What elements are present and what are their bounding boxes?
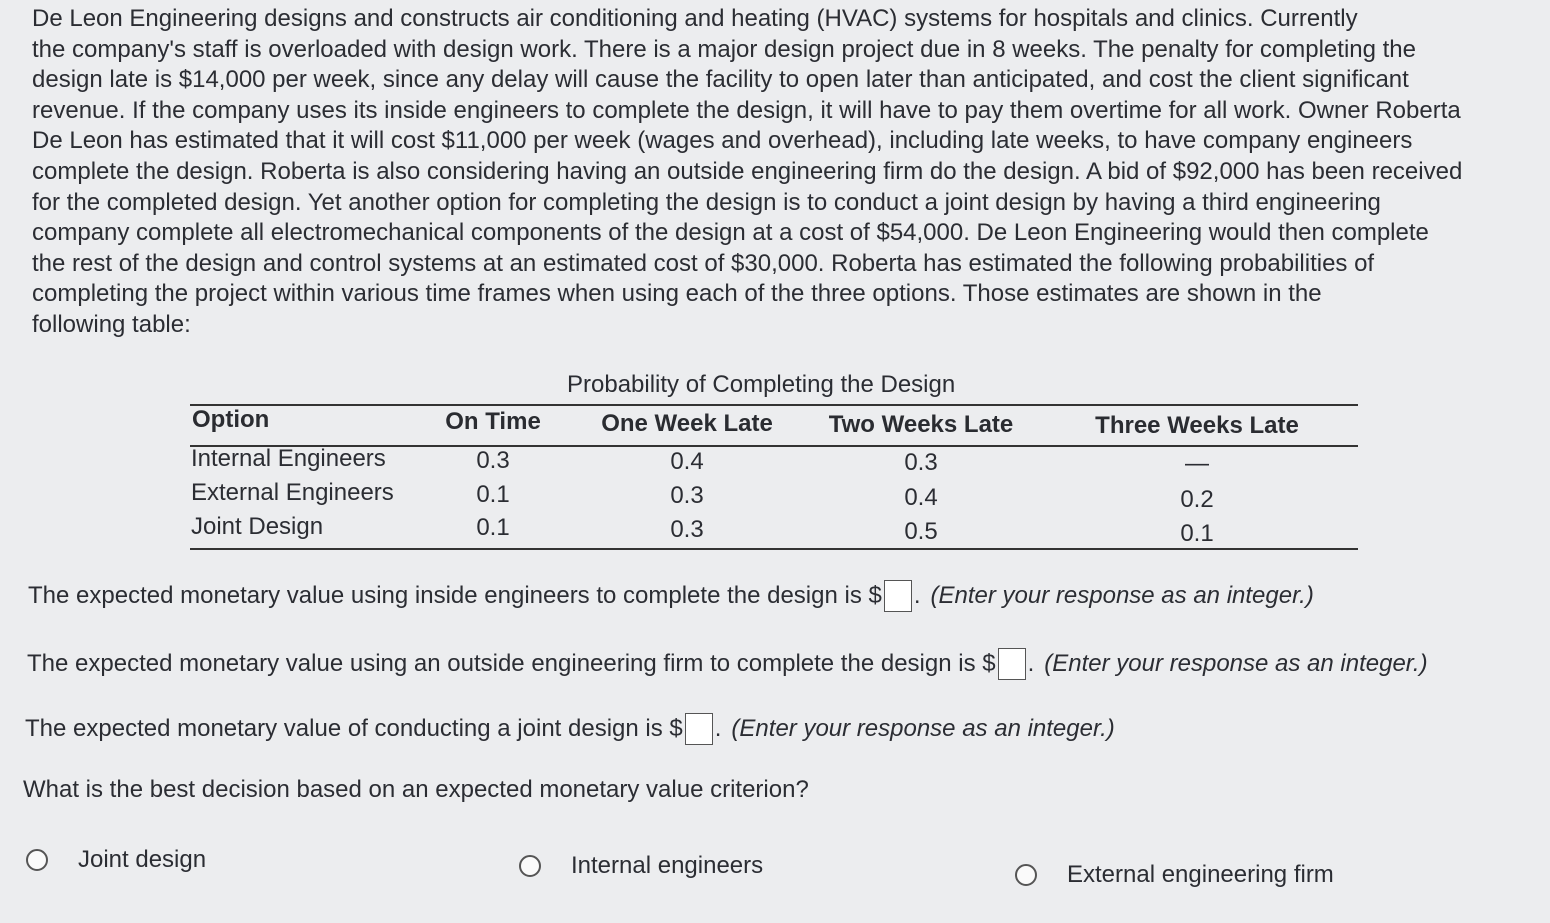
- header-three-weeks-late: Three Weeks Late: [1095, 412, 1299, 439]
- question-hint: (Enter your response as an integer.): [930, 582, 1314, 609]
- question-text: The expected monetary value using inside engineers to complete the design is $: [28, 582, 882, 609]
- row-one-week: 0.4: [670, 448, 704, 475]
- header-two-weeks-late: Two Weeks Late: [828, 411, 1014, 438]
- problem-line: design late is $14,000 per week, since any delay will cause the facility to open later than anticipated, and cost the client significant: [32, 66, 1409, 94]
- decision-question: What is the best decision based on an expected monetary value criterion?: [23, 776, 809, 803]
- problem-line: complete the design. Roberta is also considering having an outside engineering firm do the design. A bid of $92,000 has been received: [32, 157, 1463, 185]
- option-internal-engineers[interactable]: [519, 852, 763, 880]
- row-two-weeks: 0.4: [904, 484, 938, 511]
- table-bottom-rule: [190, 548, 1358, 550]
- option-joint-design[interactable]: [26, 846, 206, 874]
- row-on-time: 0.3: [476, 447, 510, 474]
- header-on-time: On Time: [445, 408, 541, 435]
- question-text: The expected monetary value of conducting a joint design is $: [25, 715, 683, 742]
- problem-line: following table:: [32, 310, 191, 338]
- question-inside-engineers: [28, 580, 1314, 612]
- option-label: External engineering firm: [1067, 861, 1334, 888]
- row-option: Internal Engineers: [191, 445, 386, 472]
- table-group-header: Probability of Completing the Design: [567, 371, 956, 398]
- row-one-week: 0.3: [670, 482, 704, 509]
- question-suffix: .: [1027, 650, 1035, 677]
- row-two-weeks: 0.5: [904, 518, 938, 545]
- row-three-weeks: 0.2: [1180, 486, 1214, 513]
- problem-line: revenue. If the company uses its inside engineers to complete the design, it will have to pay them overtime for all work. Owner Roberta: [32, 96, 1461, 124]
- question-hint: (Enter your response as an integer.): [731, 715, 1115, 742]
- problem-line: for the completed design. Yet another option for completing the design is to conduct a joint design by having a third engineering: [32, 188, 1381, 216]
- row-two-weeks: 0.3: [904, 449, 938, 476]
- radio-button[interactable]: [1015, 864, 1037, 886]
- answer-input-outside-firm[interactable]: [998, 648, 1026, 680]
- radio-button[interactable]: [519, 855, 541, 877]
- header-option: Option: [192, 406, 270, 433]
- question-text: The expected monetary value using an outside engineering firm to complete the design is $: [27, 650, 996, 677]
- question-suffix: .: [913, 582, 921, 609]
- option-label: Internal engineers: [571, 852, 764, 879]
- row-on-time: 0.1: [476, 481, 510, 508]
- row-option: External Engineers: [191, 479, 394, 506]
- problem-line: De Leon has estimated that it will cost $11,000 per week (wages and overhead), including late weeks, to have company engineers: [32, 127, 1413, 155]
- answer-input-inside-engineers[interactable]: [884, 580, 912, 612]
- question-hint: (Enter your response as an integer.): [1044, 650, 1428, 677]
- header-one-week-late: One Week Late: [601, 410, 773, 437]
- problem-line: completing the project within various time frames when using each of the three options. Those estimates are shown in the: [32, 280, 1322, 308]
- answer-input-joint-design[interactable]: [685, 713, 713, 745]
- option-label: Joint design: [78, 846, 207, 873]
- option-external-engineering-firm[interactable]: [1015, 861, 1334, 889]
- problem-statement: [32, 4, 1532, 341]
- row-three-weeks: —: [1185, 450, 1209, 477]
- table-top-rule: [190, 404, 1358, 406]
- question-joint-design: [25, 713, 1115, 745]
- question-suffix: .: [714, 715, 722, 742]
- problem-line: the rest of the design and control systems at an estimated cost of $30,000. Roberta has estimated the following probabilities of: [32, 249, 1375, 277]
- problem-line: company complete all electromechanical components of the design at a cost of $54,000. De Leon Engineering would then complete: [32, 219, 1429, 247]
- problem-line: De Leon Engineering designs and constructs air conditioning and heating (HVAC) systems for hospitals and clinics. Currently: [32, 5, 1358, 32]
- row-three-weeks: 0.1: [1180, 520, 1214, 547]
- row-one-week: 0.3: [670, 516, 704, 543]
- row-on-time: 0.1: [476, 514, 510, 541]
- row-option: Joint Design: [191, 513, 324, 540]
- problem-line: the company's staff is overloaded with design work. There is a major design project due in 8 weeks. The penalty for completing the: [32, 35, 1416, 63]
- question-outside-firm: [27, 648, 1428, 680]
- radio-button[interactable]: [26, 849, 48, 871]
